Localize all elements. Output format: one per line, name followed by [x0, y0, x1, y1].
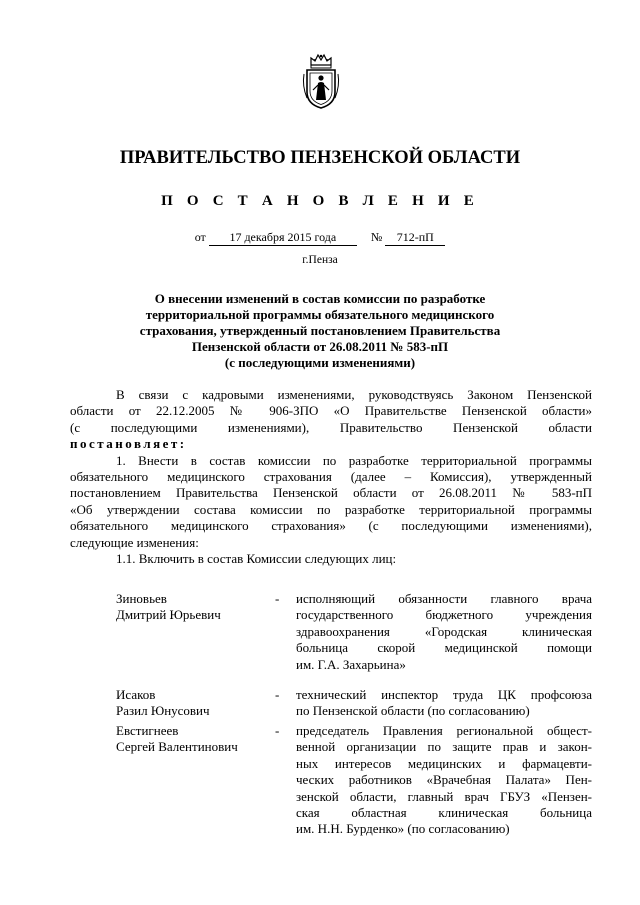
position-line: венной организации по защите прав и закон- [296, 739, 592, 755]
heading-line: территориальной программы обязательного медицинского [145, 307, 495, 322]
position-line: здравоохранения «Городская клиническая [296, 623, 592, 639]
document-date: 17 декабря 2015 года [209, 230, 357, 246]
document-type: П О С Т А Н О В Л Е Н И Е [161, 193, 479, 209]
member-surname: Зиновьев [116, 591, 167, 606]
resolves-word: постановляет: [70, 436, 187, 452]
position-line: зенской области, главный врач ГБУЗ «Пензен- [296, 788, 592, 804]
position-line: больница скорой медицинской помощи [296, 640, 592, 656]
member-position [296, 591, 592, 673]
member-name [116, 687, 266, 720]
date-line [0, 230, 640, 246]
member-dash: - [275, 687, 280, 702]
heading-line: Пензенской области от 26.08.2011 № 583-пП [191, 339, 449, 354]
item-1-line: обязательного медицинского страхования» (с последующими изменениями), [70, 518, 592, 534]
position-line: государственного бюджетного учреждения [296, 607, 592, 623]
member-surname: Исаков [116, 687, 156, 702]
member-given-name: Сергей Валентинович [116, 739, 238, 755]
position-line: им. Н.Н. Бурденко» (по согласованию) [296, 821, 510, 837]
item-1-line: обязательного медицинского страхования (далее – Комиссия), утвержденный [70, 469, 592, 485]
member-given-name: Дмитрий Юрьевич [116, 607, 221, 623]
coat-of-arms-icon [299, 52, 343, 110]
member-position [296, 687, 592, 720]
position-line: им. Г.А. Захарьина» [296, 656, 406, 672]
member-dash: - [275, 591, 280, 606]
city: г.Пенза [302, 254, 338, 266]
heading-line: страхования, утвержденный постановлением Правительства [139, 323, 501, 338]
heading-line: (с последующими изменениями) [224, 355, 416, 370]
preamble-line: В связи с кадровыми изменениями, руководствуясь Законом Пензенской [116, 387, 592, 402]
members-list [116, 591, 592, 837]
position-line: по Пензенской области (по согласованию) [296, 703, 530, 719]
government-title: ПРАВИТЕЛЬСТВО ПЕНЗЕНСКОЙ ОБЛАСТИ [119, 148, 521, 168]
position-line: председатель Правления региональной общест- [296, 723, 592, 738]
item-1-line: следующие изменения: [70, 534, 199, 550]
heading-line: О внесении изменений в состав комиссии по разработке [154, 291, 486, 306]
preamble-line: области от 22.12.2005 № 906-ЗПО «О Правительстве Пензенской области» [70, 403, 592, 419]
document-heading [118, 291, 522, 371]
item-1-line: 1. Внести в состав комиссии по разработке территориальной программы [116, 452, 592, 468]
item-1-line: «Об утверждении состава комиссии по разработке территориальной программы [70, 501, 592, 517]
member-name [116, 591, 266, 624]
position-line: технический инспектор труда ЦК профсоюза [296, 687, 592, 702]
date-from-label: от [194, 230, 206, 244]
position-line: исполняющий обязанности главного врача [296, 591, 592, 606]
preamble-line: (с последующими изменениями), Правительство Пензенской области [70, 419, 592, 435]
position-line: ных интересов медицинских и фармацевти- [296, 755, 592, 771]
member-dash: - [275, 723, 280, 738]
item-1-line: постановлением Правительства Пензенской области от 26.08.2011 № 583-пП [70, 485, 592, 501]
document-body [70, 387, 592, 567]
member-entry [116, 687, 592, 723]
member-position [296, 723, 592, 838]
member-surname: Евстигнеев [116, 723, 179, 738]
number-label: № [370, 230, 383, 244]
position-line: ческих работников «Врачебная Палата» Пен- [296, 772, 592, 788]
member-entry [116, 591, 592, 687]
member-given-name: Разил Юнусович [116, 703, 210, 719]
member-name [116, 723, 266, 756]
document-number: 712-пП [385, 230, 445, 246]
item-1-1: 1.1. Включить в состав Комиссии следующих лиц: [116, 551, 397, 567]
position-line: ская областная клиническая больница [296, 805, 592, 821]
